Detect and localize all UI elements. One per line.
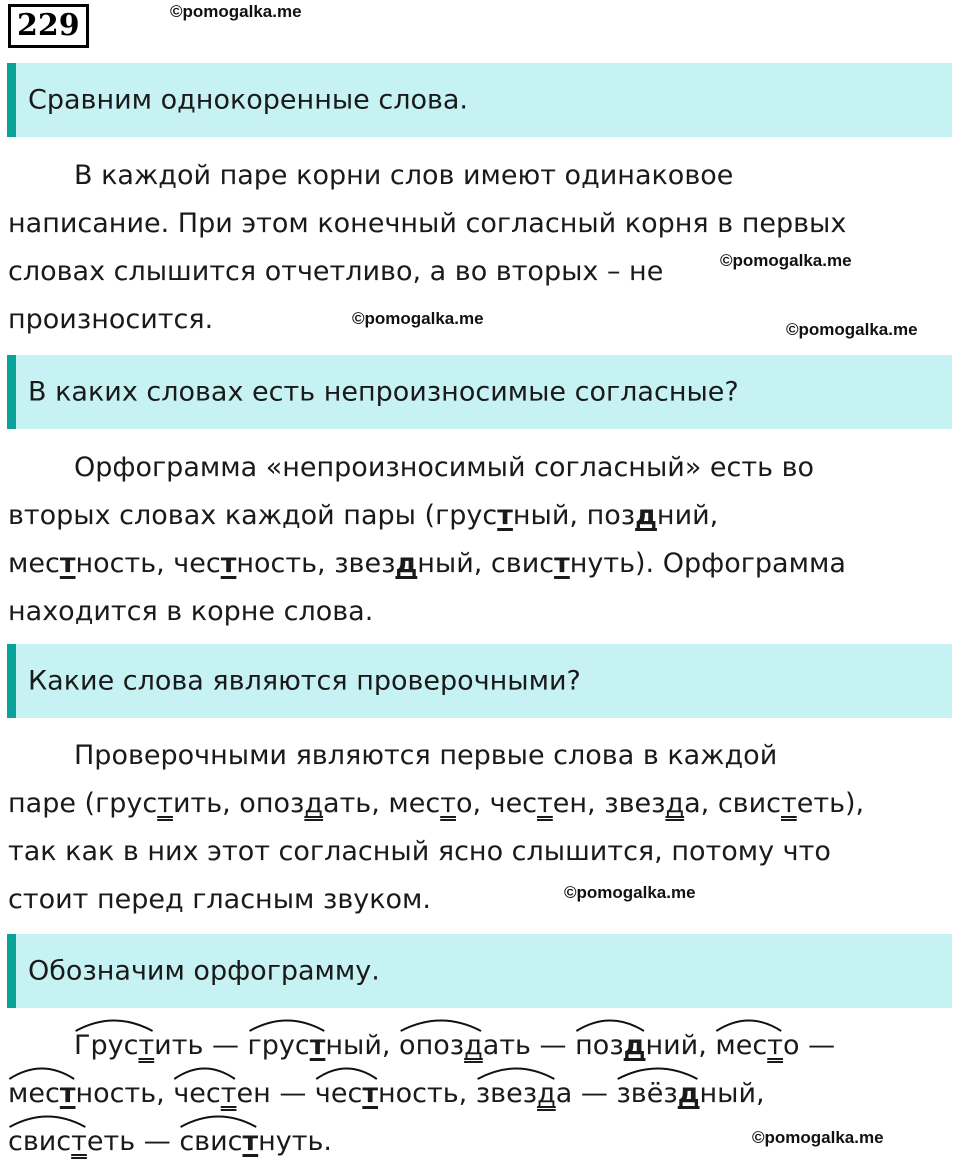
text-run: ность, звез <box>236 548 396 579</box>
text-run: ить, опоз <box>172 788 305 819</box>
root-arc-icon <box>616 1064 699 1080</box>
word-root <box>173 1070 236 1118</box>
section-header-check-words <box>7 644 952 718</box>
checked-letter: д <box>665 788 685 819</box>
orthogram-letter: д <box>635 500 657 531</box>
text-run: о, чес <box>455 788 538 819</box>
text-run: ний, <box>645 1030 716 1061</box>
word-root <box>248 1022 326 1070</box>
text-run: ен <box>236 1078 271 1109</box>
root-text: звез <box>475 1078 538 1109</box>
text-line: стоит перед гласным звуком. <box>8 884 431 915</box>
text-line: так как в них этот согласный ясно слышится, потому что <box>8 836 831 867</box>
section-title: Какие слова являются проверочными? <box>28 665 581 697</box>
word-root <box>179 1118 258 1166</box>
watermark: ©pomogalka.me <box>752 1128 884 1147</box>
orthogram-letter: т <box>59 1078 76 1109</box>
text-run: ность, чес <box>75 548 221 579</box>
dash: — <box>270 1078 315 1109</box>
text-line <box>8 492 948 540</box>
section-title: Обозначим орфограмму. <box>28 955 380 987</box>
orthogram-letter: д <box>395 548 418 579</box>
text-run: еть), <box>796 788 865 819</box>
dash: — <box>530 1030 576 1061</box>
watermark: ©pomogalka.me <box>352 309 484 328</box>
checked-letter: т <box>537 788 553 819</box>
root-text: грус <box>247 1030 310 1061</box>
section-header-mark-orthogram <box>7 934 952 1008</box>
section-header-silent-consonants <box>7 355 952 429</box>
checked-letter: т <box>220 1078 237 1109</box>
text-line: написание. При этом конечный согласный корня в первых <box>8 208 847 239</box>
checked-letter: т <box>138 1030 155 1061</box>
root-text: чес <box>314 1078 363 1109</box>
text-run: ать, мес <box>323 788 441 819</box>
text-line: Орфограмма «непроизносимый согласный» есть во <box>74 452 815 483</box>
dash: — <box>799 1030 836 1061</box>
orthogram-letter: т <box>220 548 237 579</box>
orthogram-letter: т <box>554 548 570 579</box>
root-text: поз <box>575 1030 624 1061</box>
orthogram-letter: т <box>362 1078 378 1109</box>
text-line <box>8 540 948 588</box>
section-header-compare <box>7 63 952 137</box>
text-run: нуть). Орфограмма <box>569 548 846 579</box>
dash: — <box>135 1126 180 1157</box>
text-run: мес <box>8 548 60 579</box>
root-arc-icon <box>315 1064 378 1080</box>
root-text: свис <box>8 1126 72 1157</box>
text-run: нуть. <box>258 1126 332 1157</box>
text-line: В каждой паре корни слов имеют одинаковое <box>74 160 734 191</box>
text-run: вторых словах каждой пары (грус <box>8 500 498 531</box>
text-run: а, свис <box>684 788 781 819</box>
orthogram-letter: д <box>677 1078 700 1109</box>
root-text: мес <box>8 1078 60 1109</box>
text-run: о <box>782 1030 800 1061</box>
watermark: ©pomogalka.me <box>786 320 918 339</box>
root-arc-icon <box>476 1064 556 1080</box>
text-line: находится в корне слова. <box>8 596 374 627</box>
text-line: словах слышится отчетливо, а во вторых – не <box>8 256 664 287</box>
root-text: свис <box>179 1126 243 1157</box>
root-arc-icon <box>179 1112 258 1128</box>
text-run: ность, <box>377 1078 476 1109</box>
checked-letter: д <box>537 1078 556 1109</box>
root-arc-icon <box>173 1064 236 1080</box>
word-root <box>476 1070 556 1118</box>
orthogram-letter: д <box>623 1030 646 1061</box>
watermark: ©pomogalka.me <box>170 2 302 21</box>
root-text: опоз <box>399 1030 465 1061</box>
orthogram-letter: т <box>242 1126 259 1157</box>
orthogram-letter: т <box>59 548 76 579</box>
root-text: звёз <box>616 1078 678 1109</box>
text-run: ен, звез <box>552 788 666 819</box>
text-run: а <box>555 1078 573 1109</box>
root-text: чес <box>173 1078 221 1109</box>
orthogram-letter: т <box>497 500 513 531</box>
root-arc-icon <box>248 1016 326 1032</box>
checked-letter: д <box>304 788 324 819</box>
root-arc-icon <box>8 1112 87 1128</box>
text-run: ать <box>482 1030 531 1061</box>
word-root <box>616 1070 699 1118</box>
checked-letter: т <box>440 788 456 819</box>
text-run: паре (грус <box>8 788 158 819</box>
text-run: еть <box>86 1126 136 1157</box>
word-root <box>74 1022 154 1070</box>
checked-letter: т <box>71 1126 87 1157</box>
root-arc-icon <box>74 1016 154 1032</box>
checked-letter: д <box>464 1030 483 1061</box>
text-line: Проверочными являются первые слова в каждой <box>74 740 778 771</box>
orthogram-letter: т <box>309 1030 326 1061</box>
text-run: ний, <box>656 500 719 531</box>
dash: — <box>203 1030 248 1061</box>
word-root <box>8 1118 87 1166</box>
watermark: ©pomogalka.me <box>564 883 696 902</box>
word-root <box>8 1070 75 1118</box>
checked-letter: т <box>781 788 797 819</box>
paragraph-check-words <box>8 732 948 924</box>
paragraph-silent-consonants <box>8 444 948 636</box>
word-root <box>715 1022 783 1070</box>
root-arc-icon <box>399 1016 483 1032</box>
root-text: мес <box>715 1030 768 1061</box>
word-root <box>399 1022 483 1070</box>
section-title: В каких словах есть непроизносимые согласные? <box>28 376 739 408</box>
dash: — <box>572 1078 617 1109</box>
root-text: Грус <box>74 1030 139 1061</box>
exercise-number: 229 <box>8 4 89 48</box>
text-line <box>8 1022 948 1070</box>
text-run: ный, поз <box>512 500 636 531</box>
text-line <box>8 1070 948 1118</box>
text-run: ить <box>154 1030 204 1061</box>
root-arc-icon <box>715 1016 783 1032</box>
text-run: ный, <box>325 1030 400 1061</box>
root-arc-icon <box>8 1064 75 1080</box>
section-title: Сравним однокоренные слова. <box>28 84 469 116</box>
text-line <box>8 780 948 828</box>
text-run: ный, свис <box>417 548 555 579</box>
text-run: ность, <box>75 1078 174 1109</box>
checked-letter: т <box>157 788 173 819</box>
root-arc-icon <box>575 1016 645 1032</box>
text-line: произносится. <box>8 304 214 335</box>
word-root <box>575 1022 645 1070</box>
word-root <box>315 1070 378 1118</box>
text-run: ный, <box>699 1078 765 1109</box>
checked-letter: т <box>767 1030 783 1061</box>
watermark: ©pomogalka.me <box>720 251 852 270</box>
